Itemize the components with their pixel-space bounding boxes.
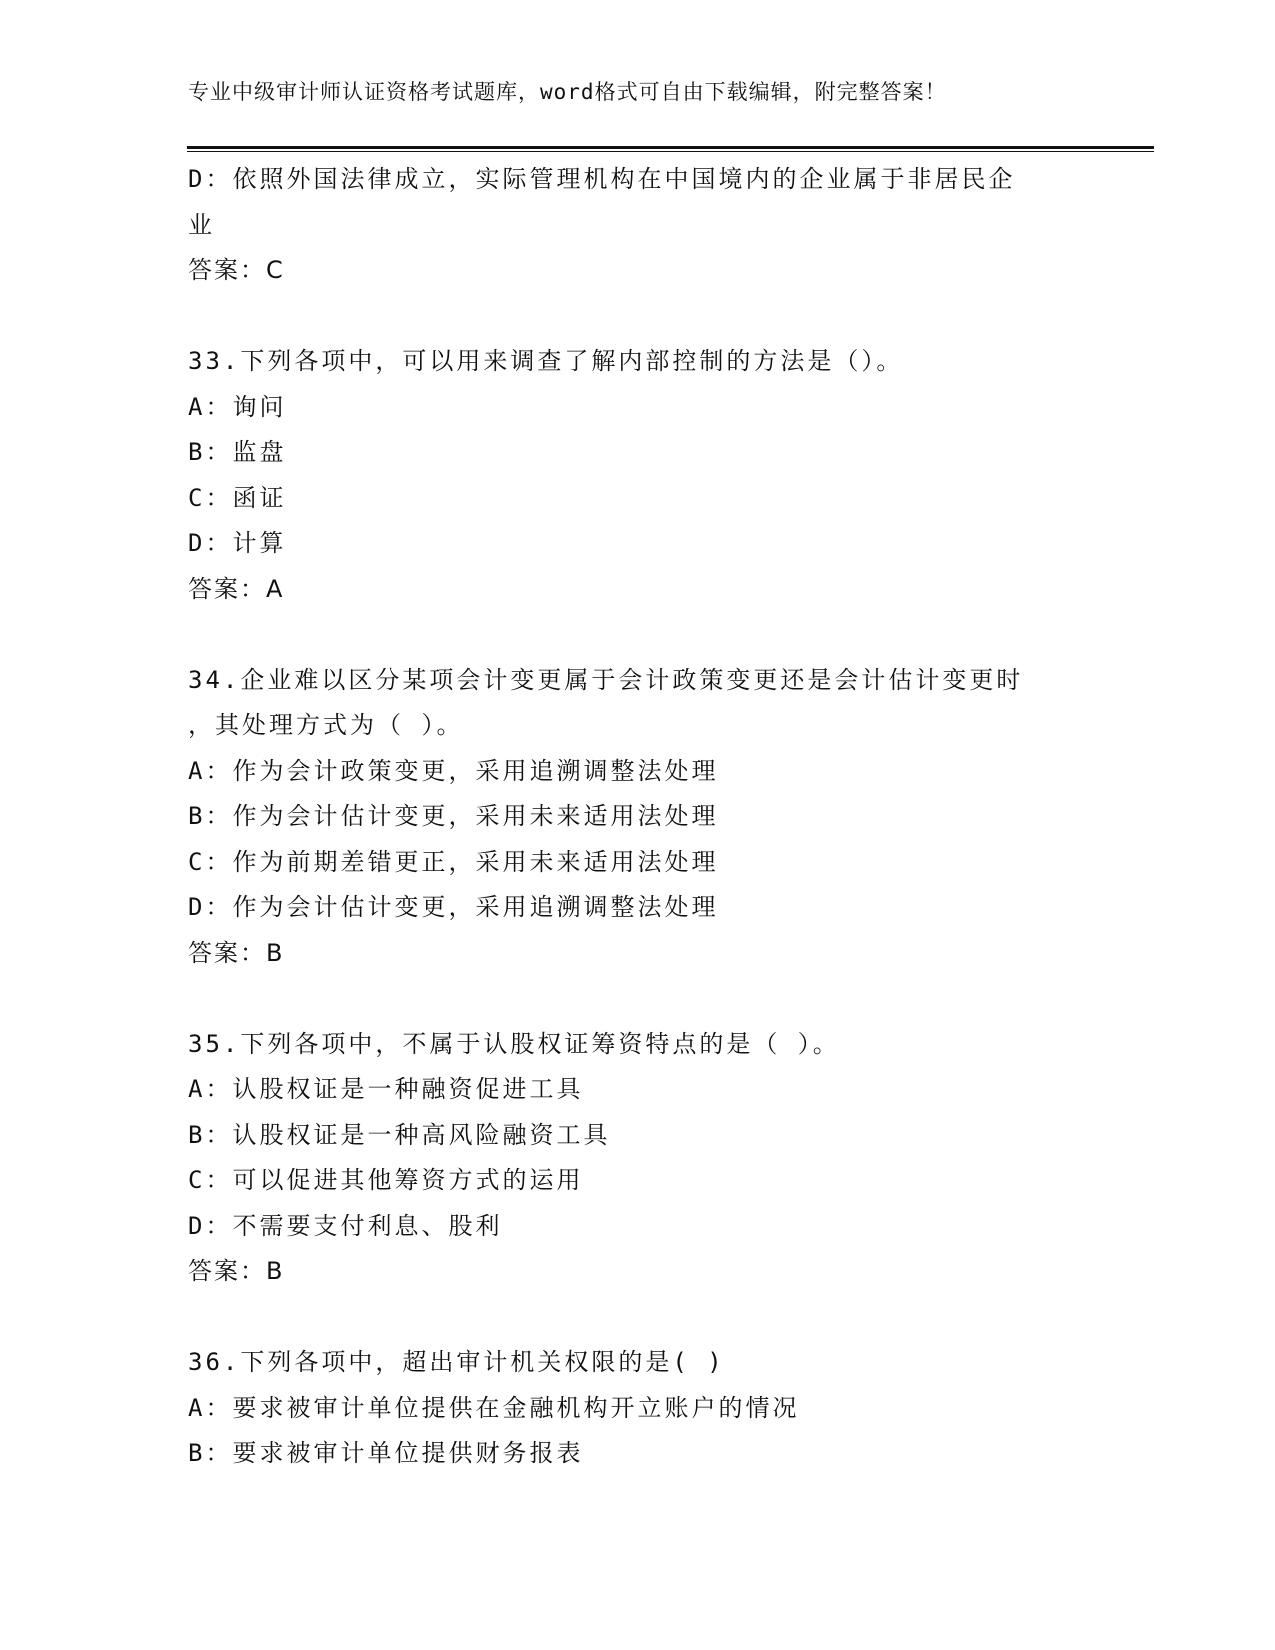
option-b: B：监盘 (188, 438, 287, 466)
spacer (188, 294, 1088, 340)
question-stem: 34.企业难以区分某项会计变更属于会计政策变更还是会计估计变更时 (188, 665, 1024, 694)
spacer (188, 976, 1088, 1022)
header-rule-thin (187, 151, 1154, 152)
option-a: A：作为会计政策变更，采用追溯调整法处理 (188, 756, 719, 785)
answer-line: 答案：C (188, 256, 285, 284)
option-d-line2: 业 (188, 210, 215, 239)
option-a: A：认股权证是一种融资促进工具 (188, 1075, 584, 1103)
question-stem-cont: ，其处理方式为（ ）。 (188, 711, 464, 739)
spacer (188, 612, 1088, 658)
answer-line: 答案：B (188, 938, 285, 967)
option-b: B：要求被审计单位提供财务报表 (188, 1439, 584, 1467)
document-body (188, 157, 1088, 1477)
option-c: C：可以促进其他筹资方式的运用 (188, 1166, 584, 1194)
page-header: 专业中级审计师认证资格考试题库，word格式可自由下载编辑，附完整答案！ (188, 80, 947, 104)
question-34 (188, 658, 1088, 977)
question-stem: 33.下列各项中，可以用来调查了解内部控制的方法是（）。 (188, 347, 904, 375)
option-b: B：认股权证是一种高风险融资工具 (188, 1120, 611, 1149)
answer-line: 答案：A (188, 574, 285, 603)
question-35 (188, 1022, 1088, 1295)
option-a: A：要求被审计单位提供在金融机构开立账户的情况 (188, 1393, 800, 1422)
option-d-line1: D：依照外国法律成立，实际管理机构在中国境内的企业属于非居民企 (188, 165, 1016, 193)
option-d: D：不需要支付利息、股利 (188, 1211, 503, 1240)
option-d: D：计算 (188, 529, 287, 557)
question-stem: 35.下列各项中，不属于认股权证筹资特点的是（ ）。 (188, 1029, 840, 1058)
header-rule-thick (187, 146, 1154, 149)
question-36 (188, 1340, 1088, 1477)
option-c: C：函证 (188, 483, 287, 512)
option-a: A：询问 (188, 392, 287, 421)
answer-line: 答案：B (188, 1257, 285, 1285)
option-d: D：作为会计估计变更，采用追溯调整法处理 (188, 893, 719, 921)
question-stem: 36.下列各项中，超出审计机关权限的是( ) (188, 1348, 725, 1376)
question-33 (188, 339, 1088, 612)
option-c: C：作为前期差错更正，采用未来适用法处理 (188, 847, 719, 876)
option-b: B：作为会计估计变更，采用未来适用法处理 (188, 802, 719, 830)
spacer (188, 1295, 1088, 1341)
